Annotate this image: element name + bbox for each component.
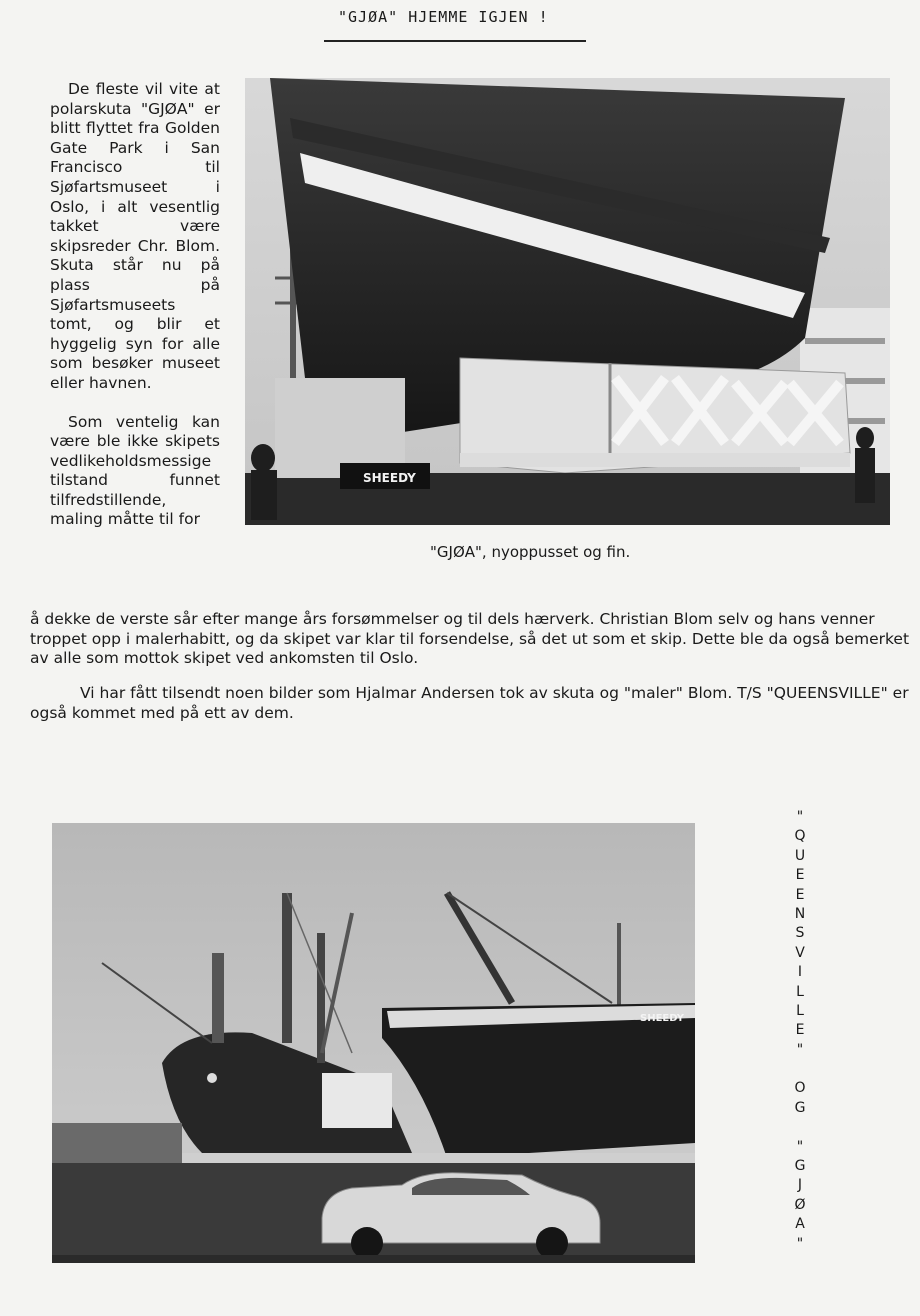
- gjoa-hull-illustration: [245, 78, 890, 525]
- side-paragraph-1: De fleste vil vite at polarskuta "GJØA" er blitt flyttet fra Golden Gate Park i San Francisco til Sjøfartsmuseet i Oslo, i alt vesentlig takket være skipsreder Chr. Blom. Skuta står nu på plass på Sjøfartsmuseets tomt, og blir et hyggelig syn for alle som besøker museet eller havnen.: [50, 80, 220, 392]
- harbor-illustration: [52, 823, 695, 1263]
- vertical-photo-caption: [785, 808, 815, 1254]
- vertical-char: J: [797, 1177, 803, 1194]
- body-paragraph-2: Vi har fått tilsendt noen bilder som Hjalmar Andersen tok av skuta og "maler" Blom. T/S "QUEENSVILLE" er også kommet med på ett av dem.: [30, 684, 909, 722]
- photo-caption: "GJØA", nyoppusset og fin.: [430, 543, 631, 561]
- side-column: [50, 80, 220, 530]
- vertical-char: E: [795, 1022, 805, 1039]
- vertical-char: ": [796, 1138, 804, 1155]
- vertical-char: ": [796, 809, 804, 825]
- sheedy-hull-label-2: SHEEDY: [640, 1013, 685, 1024]
- vertical-char: Ø: [794, 1196, 806, 1213]
- vertical-char: N: [794, 905, 806, 922]
- vertical-char: Q: [794, 828, 806, 845]
- side-paragraph-2: Som ventelig kan være ble ikke skipets vedlikeholdsmessige tilstand funnet tilfredstillende, maling måtte til for: [50, 412, 220, 529]
- vertical-char: V: [795, 944, 805, 961]
- vertical-char: S: [795, 925, 805, 942]
- vertical-char: L: [796, 1002, 804, 1019]
- vertical-char: A: [795, 1216, 805, 1233]
- gjoa-hull-photo: [245, 78, 890, 525]
- vertical-char: O: [794, 1080, 806, 1097]
- title-underline: [324, 40, 586, 42]
- vertical-char: U: [794, 847, 806, 864]
- vertical-char: I: [797, 964, 803, 981]
- sheedy-hull-label: SHEEDY: [363, 471, 416, 485]
- vertical-char: G: [794, 1099, 806, 1116]
- queensville-gjoa-photo: [52, 823, 695, 1263]
- vertical-char: ": [796, 1041, 804, 1058]
- article-title: "GJØA" HJEMME IGJEN !: [338, 8, 549, 26]
- vertical-char: E: [795, 886, 805, 903]
- body-paragraph-continued: å dekke de verste sår efter mange års forsømmelser og til dels hærverk. Christian Blom selv og hans venner troppet opp i malerhabitt, og da skipet var klar til forsendelse, så det ut som et skip. Dette ble da også bemerket av alle som mottok skipet ved ankomsten til Oslo.: [30, 610, 910, 668]
- vertical-char: G: [794, 1158, 806, 1175]
- vertical-char: E: [795, 867, 805, 884]
- vertical-char: L: [796, 983, 804, 1000]
- vertical-char: ": [796, 1235, 804, 1252]
